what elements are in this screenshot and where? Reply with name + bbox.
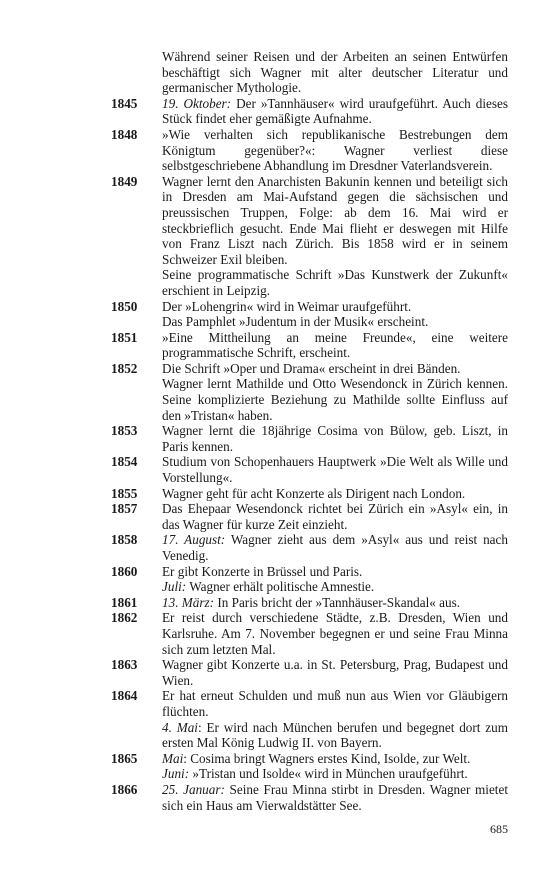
- chronology-entry: [111, 423, 508, 454]
- entry-year: 1853: [111, 423, 138, 439]
- entry-text: [162, 361, 508, 423]
- chronology-entry: [111, 49, 508, 96]
- entry-paragraph: [162, 720, 508, 751]
- chronology-entry: [111, 688, 508, 750]
- entry-year: 1865: [111, 750, 138, 766]
- entry-text: [162, 299, 508, 330]
- entry-paragraph: [162, 423, 508, 454]
- chronology-entry: [111, 330, 508, 361]
- entry-text: [162, 564, 508, 595]
- entry-text: [162, 127, 508, 174]
- entry-text: [162, 532, 508, 563]
- entry-paragraph: [162, 782, 508, 813]
- chronology-entry: [111, 610, 508, 657]
- entry-paragraph: [162, 314, 508, 330]
- entry-paragraph-text: Er gibt Konzerte in Brüssel und Paris.: [162, 563, 363, 579]
- entry-paragraph-text: Während seiner Reisen und der Arbeiten an seinen Entwürfen beschäftigt sich Wagner mit alter deutscher Literatur und germanischer Mythologie.: [162, 49, 508, 96]
- entry-paragraph-text: Der »Lohengrin« wird in Weimar uraufgeführt.: [162, 298, 412, 314]
- entry-paragraph: [162, 595, 508, 611]
- entry-paragraph: [162, 688, 508, 719]
- entry-paragraph-text: Der »Tannhäuser« wird uraufgeführt. Auch dieses Stück findet eher gemäßigte Aufnahme.: [162, 95, 508, 127]
- entry-text: [162, 49, 508, 96]
- entry-paragraph-text: Seine programmatische Schrift »Das Kunstwerk der Zukunft« erschient in Leipzig.: [162, 267, 508, 298]
- chronology-entry: [111, 299, 508, 330]
- chronology-entry: [111, 454, 508, 485]
- entry-text: [162, 657, 508, 688]
- entry-paragraph-text: Wagner lernt die 18jährige Cosima von Bülow, geb. Liszt, in Paris kennen.: [162, 423, 508, 454]
- entry-text: [162, 174, 508, 299]
- entry-year: 1866: [111, 781, 138, 797]
- entry-text: [162, 610, 508, 657]
- chronology-entry: [111, 657, 508, 688]
- entry-year: 1864: [111, 688, 138, 704]
- entry-date-lead: Mai: [162, 750, 184, 766]
- entry-date-lead: 19. Oktober:: [162, 95, 232, 111]
- entry-year: 1858: [111, 532, 138, 548]
- entry-text: [162, 96, 508, 127]
- entry-paragraph-text: Wagner erhält politische Amnestie.: [186, 579, 375, 595]
- entry-paragraph-text: Wagner gibt Konzerte u.a. in St. Petersburg, Prag, Budapest und Wien.: [162, 657, 508, 688]
- entry-date-lead: 25. Januar:: [162, 781, 225, 797]
- entry-date-lead: 13. März:: [162, 594, 215, 610]
- entry-paragraph: [162, 564, 508, 580]
- entry-paragraph-text: »Wie verhalten sich republikanische Bestrebungen dem Königtum gegenüber?«: Wagner verliest diese selbstgeschriebene Abhandlung im Dresdner Vaterlandsverein.: [162, 126, 508, 174]
- entry-paragraph: [162, 579, 508, 595]
- entry-text: [162, 423, 508, 454]
- chronology-entry: [111, 486, 508, 502]
- chronology-entry: [111, 532, 508, 563]
- entry-paragraph-text: »Eine Mittheilung an meine Freunde«, eine weitere programmatische Schrift, erscheint.: [162, 329, 508, 361]
- entry-paragraph-text: Das Ehepaar Wesendonck richtet bei Zürich ein »Asyl« ein, in das Wagner für kurze Zeit einzieht.: [162, 501, 508, 532]
- chronology-entry: [111, 174, 508, 299]
- entry-paragraph: [162, 501, 508, 532]
- chronology-entry: [111, 782, 508, 813]
- chronology-entry: [111, 501, 508, 532]
- entry-paragraph: [162, 610, 508, 657]
- chronology-entry: [111, 127, 508, 174]
- entry-paragraph: [162, 766, 508, 782]
- entry-paragraph-text: Das Pamphlet »Judentum in der Musik« erscheint.: [162, 314, 429, 330]
- entry-text: [162, 782, 508, 813]
- entry-paragraph-text: Wagner lernt Mathilde und Otto Wesendonck in Zürich kennen. Seine komplizierte Beziehung zu Mathilde sollte Einfluss auf den »Tristan« haben.: [162, 376, 508, 423]
- entry-text: [162, 454, 508, 485]
- entry-date-lead: Juli:: [162, 579, 187, 595]
- entry-paragraph-text: Seine Frau Minna stirbt in Dresden. Wagner mietet sich ein Haus am Vierwaldstätter See.: [162, 781, 508, 813]
- entry-paragraph-text: Wagner geht für acht Konzerte als Dirigent nach London.: [162, 485, 466, 501]
- entry-paragraph: [162, 96, 508, 127]
- entry-paragraph: [162, 376, 508, 423]
- entry-year: 1850: [111, 298, 138, 314]
- entry-paragraph-text: Studium von Schopenhauers Hauptwerk »Die Welt als Wille und Vorstellung«.: [162, 454, 508, 486]
- entry-paragraph: [162, 49, 508, 96]
- entry-year: 1845: [111, 95, 138, 111]
- entry-text: [162, 595, 508, 611]
- entry-paragraph: [162, 299, 508, 315]
- entry-year: 1861: [111, 594, 138, 610]
- entry-paragraph-text: Wagner zieht aus dem »Asyl« aus und reist nach Venedig.: [162, 532, 508, 563]
- entry-paragraph: [162, 127, 508, 174]
- entry-text: [162, 330, 508, 361]
- chronology-entry: [111, 564, 508, 595]
- chronology-entry: [111, 361, 508, 423]
- entry-text: [162, 688, 508, 750]
- entry-paragraph-text: : Cosima bringt Wagners erstes Kind, Isolde, zur Welt.: [183, 750, 471, 766]
- entry-paragraph: [162, 267, 508, 298]
- entry-year: 1848: [111, 126, 138, 142]
- entry-paragraph-text: Die Schrift »Oper und Drama« erscheint in drei Bänden.: [162, 360, 461, 376]
- entry-text: [162, 486, 508, 502]
- chronology-entry: [111, 751, 508, 782]
- entry-paragraph: [162, 361, 508, 377]
- chronology-entry: [111, 595, 508, 611]
- entry-paragraph: [162, 532, 508, 563]
- chronology-list: [111, 49, 508, 813]
- entry-paragraph-text: : Er wird nach München berufen und begegnet dort zum ersten Mal König Ludwig II. von Bayern.: [162, 719, 508, 751]
- entry-year: 1852: [111, 360, 138, 376]
- page-number: 685: [490, 822, 508, 836]
- entry-paragraph-text: »Tristan und Isolde« wird in München uraufgeführt.: [189, 766, 468, 782]
- entry-paragraph: [162, 486, 508, 502]
- entry-paragraph: [162, 174, 508, 268]
- entry-year: 1855: [111, 485, 138, 501]
- entry-paragraph: [162, 751, 508, 767]
- entry-paragraph-text: In Paris bricht der »Tannhäuser-Skandal« aus.: [214, 594, 461, 610]
- entry-paragraph-text: Wagner lernt den Anarchisten Bakunin kennen und beteiligt sich in Dresden am Mai-Aufstand gegen die sächsischen und preussischen Truppen, Folge: ab dem 16. Mai wird er steckbrieflich gesucht. Ende Mai flieht er deswegen mit Hilfe von Franz Liszt nach Zürich. Bis 1858 wird er in seinem Schweizer Exil bleiben.: [162, 173, 508, 267]
- entry-year: 1860: [111, 563, 138, 579]
- entry-year: 1849: [111, 173, 138, 189]
- entry-year: 1851: [111, 329, 138, 345]
- chronology-entry: [111, 96, 508, 127]
- entry-year: 1857: [111, 501, 138, 517]
- entry-date-lead: Juni:: [162, 766, 190, 782]
- entry-paragraph: [162, 657, 508, 688]
- entry-text: [162, 751, 508, 782]
- entry-paragraph-text: Er hat erneut Schulden und muß nun aus Wien vor Gläubigern flüchten.: [162, 688, 508, 719]
- entry-date-lead: 4. Mai: [162, 719, 198, 735]
- entry-paragraph-text: Er reist durch verschiedene Städte, z.B. Dresden, Wien und Karlsruhe. Am 7. November begegnen er und seine Frau Minna sich zum letzten Mal.: [162, 610, 508, 657]
- entry-paragraph: [162, 454, 508, 485]
- entry-paragraph: [162, 330, 508, 361]
- entry-year: 1854: [111, 454, 138, 470]
- entry-year: 1863: [111, 657, 138, 673]
- entry-year: 1862: [111, 610, 138, 626]
- entry-text: [162, 501, 508, 532]
- entry-date-lead: 17. August:: [162, 532, 226, 548]
